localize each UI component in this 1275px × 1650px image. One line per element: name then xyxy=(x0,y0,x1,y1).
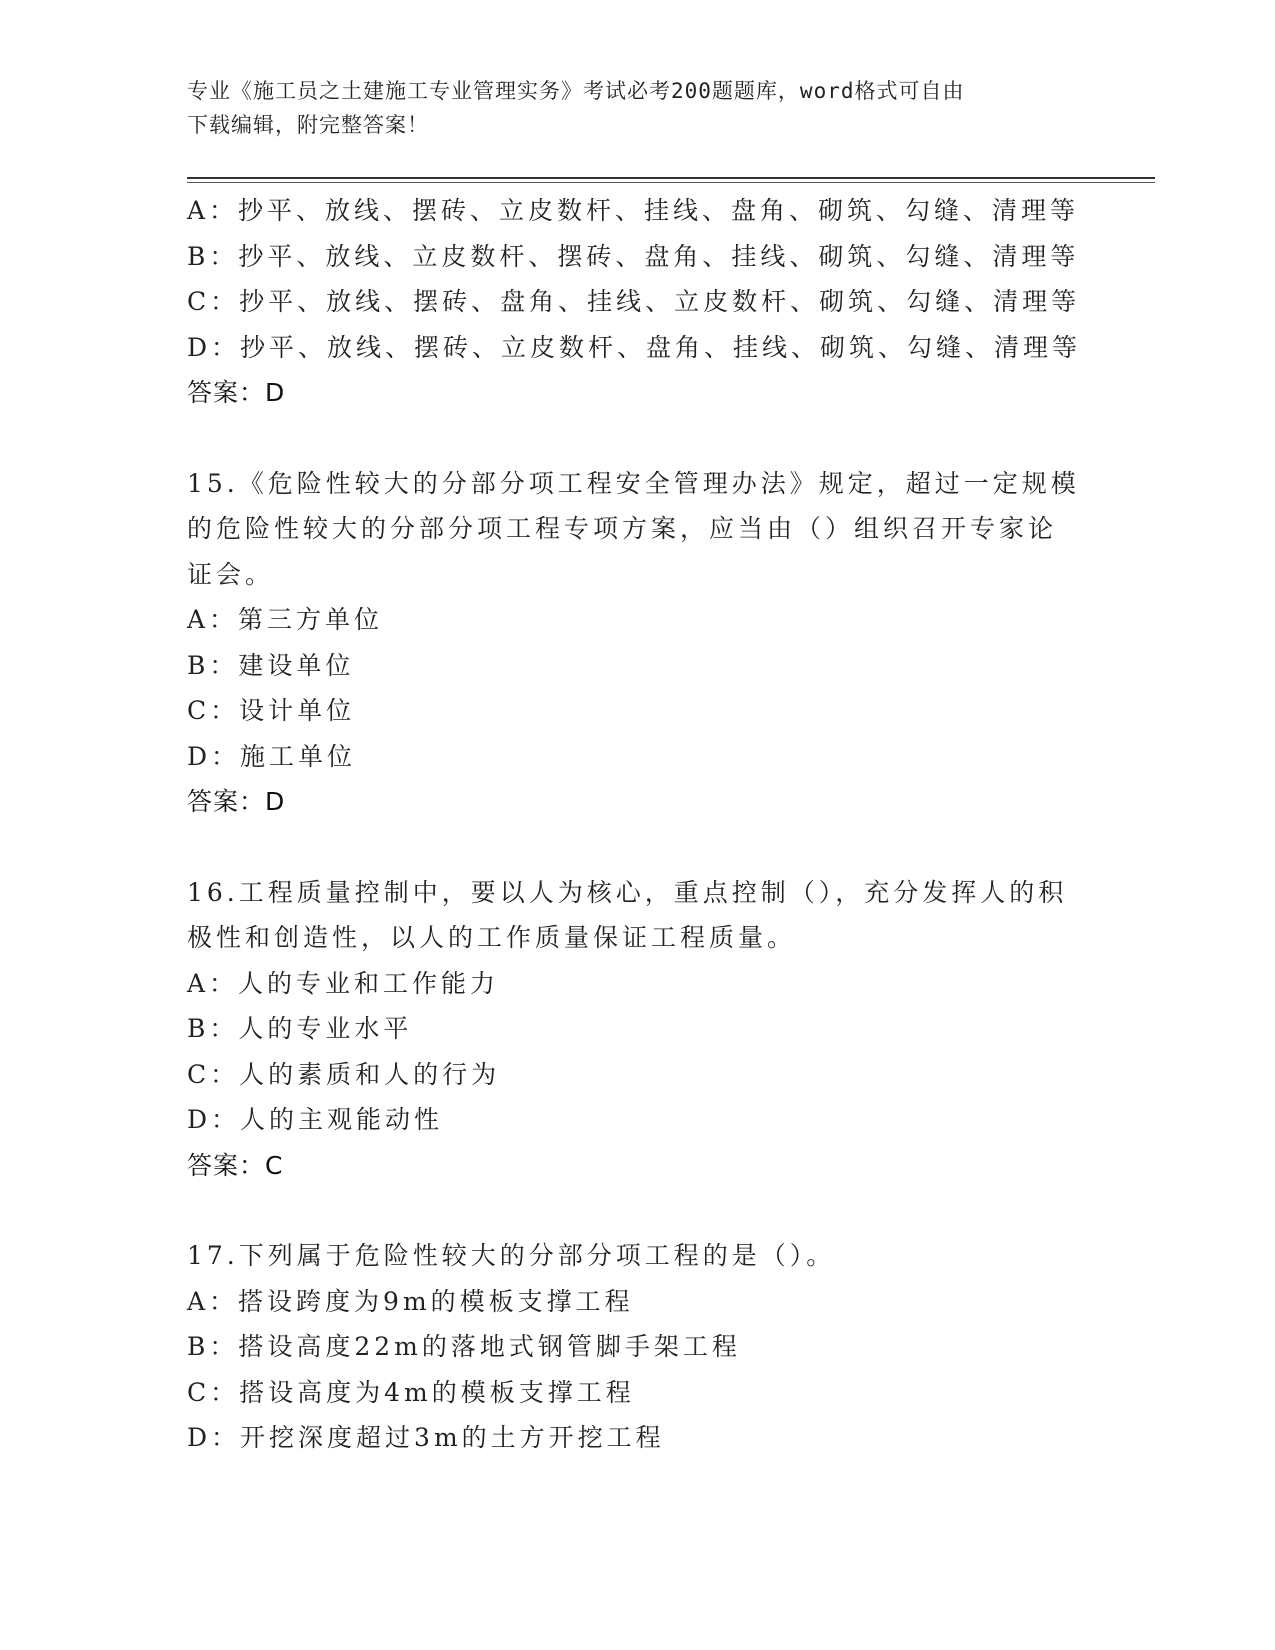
question-text-line: 15.《危险性较大的分部分项工程安全管理办法》规定，超过一定规模 xyxy=(187,468,1080,498)
header-divider-thick xyxy=(187,177,1155,179)
option-c: C：人的素质和人的行为 xyxy=(187,1059,501,1089)
spacer xyxy=(187,416,1087,461)
option-b: B：抄平、放线、立皮数杆、摆砖、盘角、挂线、砌筑、勾缝、清理等 xyxy=(187,241,1080,271)
option-c: C：抄平、放线、摆砖、盘角、挂线、立皮数杆、砌筑、勾缝、清理等 xyxy=(187,287,1081,316)
option-c: C：搭设高度为4m的模板支撑工程 xyxy=(187,1377,635,1407)
option-c: C：设计单位 xyxy=(187,696,356,725)
question-text-line: 的危险性较大的分部分项工程专项方案，应当由（）组织召开专家论 xyxy=(187,514,1058,543)
option-b: B：建设单位 xyxy=(187,650,355,680)
header-divider-thin xyxy=(187,182,1155,183)
question-16 xyxy=(187,870,1087,1189)
answer: 答案：D xyxy=(187,378,286,407)
question-17 xyxy=(187,1233,1087,1461)
option-d: D：抄平、放线、摆砖、立皮数杆、盘角、挂线、砌筑、勾缝、清理等 xyxy=(187,332,1082,362)
question-text-line: 证会。 xyxy=(187,559,275,589)
answer: 答案：D xyxy=(187,787,286,816)
option-a: A：抄平、放线、摆砖、立皮数杆、挂线、盘角、砌筑、勾缝、清理等 xyxy=(187,196,1080,225)
option-b: B：搭设高度22m的落地式钢管脚手架工程 xyxy=(187,1332,741,1361)
option-d: D：开挖深度超过3m的土方开挖工程 xyxy=(187,1423,665,1452)
answer: 答案：C xyxy=(187,1150,284,1180)
option-a: A：第三方单位 xyxy=(187,605,384,634)
option-d: D：人的主观能动性 xyxy=(187,1105,444,1134)
spacer xyxy=(187,825,1087,870)
header-line-2: 下载编辑，附完整答案！ xyxy=(187,113,429,137)
header-line-1: 专业《施工员之土建施工专业管理实务》考试必考200题题库，word格式可自由 xyxy=(187,79,965,103)
question-15 xyxy=(187,461,1087,825)
option-b: B：人的专业水平 xyxy=(187,1014,413,1043)
option-d: D：施工单位 xyxy=(187,741,357,771)
question-text-line: 16.工程质量控制中，要以人为核心，重点控制（），充分发挥人的积 xyxy=(187,877,1068,907)
option-a: A：人的专业和工作能力 xyxy=(187,968,500,998)
spacer xyxy=(187,1188,1087,1233)
question-14 xyxy=(187,188,1087,416)
document-header xyxy=(187,74,1077,142)
question-text-line: 17.下列属于危险性较大的分部分项工程的是（）。 xyxy=(187,1241,836,1270)
question-text-line: 极性和创造性，以人的工作质量保证工程质量。 xyxy=(187,923,797,952)
question-list xyxy=(187,188,1087,1461)
option-a: A：搭设跨度为9m的模板支撑工程 xyxy=(187,1286,634,1316)
